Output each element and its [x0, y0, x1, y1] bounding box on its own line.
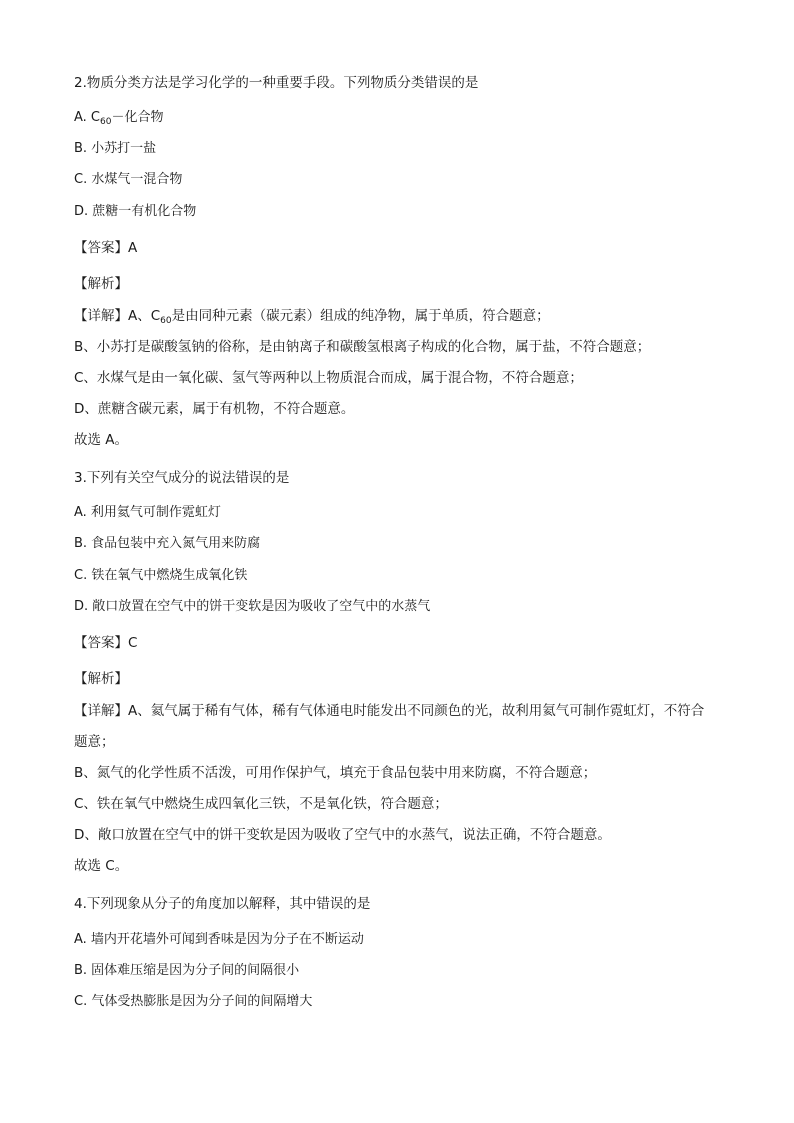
q2-detail-line-4: D、蔗糖含碳元素，属于有机物，不符合题意。 [74, 401, 355, 417]
q2-conclusion: 故选 A。 [74, 432, 129, 448]
q2-option-d: D. 蔗糖一有机化合物 [74, 204, 197, 219]
q2-answer: 【答案】A [74, 240, 138, 256]
q2-detail-line-1-prefix: 【详解】A、C [74, 308, 161, 324]
q2-detail-line-3: C、水煤气是由一氧化碳、氢气等两种以上物质混合而成，属于混合物，不符合题意； [74, 370, 583, 386]
q2-detail-line-1 [74, 307, 550, 330]
q2-detail-line-1-subscript: 60 [160, 316, 172, 326]
q4-stem: 4.下列现象从分子的角度加以解释，其中错误的是 [74, 896, 371, 912]
q2-option-a-prefix: A. C [74, 110, 101, 125]
q3-option-c: C. 铁在氧气中燃烧生成氧化铁 [74, 568, 248, 583]
q3-detail-line-1b: 题意； [74, 734, 115, 750]
q2-option-a-subscript: 60 [100, 117, 112, 127]
q2-option-a [74, 109, 163, 131]
q3-detail-line-1a: 【详解】A、氦气属于稀有气体，稀有气体通电时能发出不同颜色的光，故利用氦气可制作霓虹灯，不符合 [74, 703, 705, 719]
q2-analysis-label: 【解析】 [74, 276, 128, 292]
q3-detail-line-4: D、敞口放置在空气中的饼干变软是因为吸收了空气中的水蒸气，说法正确，不符合题意。 [74, 827, 611, 843]
q4-option-a: A. 墙内开花墙外可闻到香味是因为分子在不断运动 [74, 932, 364, 947]
q2-option-b: B. 小苏打一盐 [74, 141, 157, 156]
q3-stem: 3.下列有关空气成分的说法错误的是 [74, 470, 290, 486]
q3-option-a: A. 利用氦气可制作霓虹灯 [74, 505, 221, 520]
q3-analysis-label: 【解析】 [74, 671, 128, 687]
q2-detail-line-2: B、小苏打是碳酸氢钠的俗称，是由钠离子和碳酸氢根离子构成的化合物，属于盐，不符合题意； [74, 339, 651, 355]
q2-stem: 2.物质分类方法是学习化学的一种重要手段。下列物质分类错误的是 [74, 75, 479, 91]
q2-option-c: C. 水煤气一混合物 [74, 172, 183, 187]
q4-option-c: C. 气体受热膨胀是因为分子间的间隔增大 [74, 994, 313, 1009]
q3-conclusion: 故选 C。 [74, 858, 129, 874]
q2-option-a-suffix: －化合物 [111, 110, 164, 125]
q2-detail-line-1-suffix: 是由同种元素（碳元素）组成的纯净物，属于单质，符合题意； [171, 308, 550, 324]
q4-option-b: B. 固体难压缩是因为分子间的间隔很小 [74, 963, 300, 978]
q3-option-b: B. 食品包装中充入氮气用来防腐 [74, 536, 261, 551]
q3-option-d: D. 敞口放置在空气中的饼干变软是因为吸收了空气中的水蒸气 [74, 599, 431, 614]
q3-answer: 【答案】C [74, 635, 138, 651]
q3-detail-line-2: B、氮气的化学性质不活泼，可用作保护气，填充于食品包装中用来防腐，不符合题意； [74, 765, 597, 781]
q3-detail-line-3: C、铁在氧气中燃烧生成四氧化三铁，不是氧化铁，符合题意； [74, 796, 448, 812]
